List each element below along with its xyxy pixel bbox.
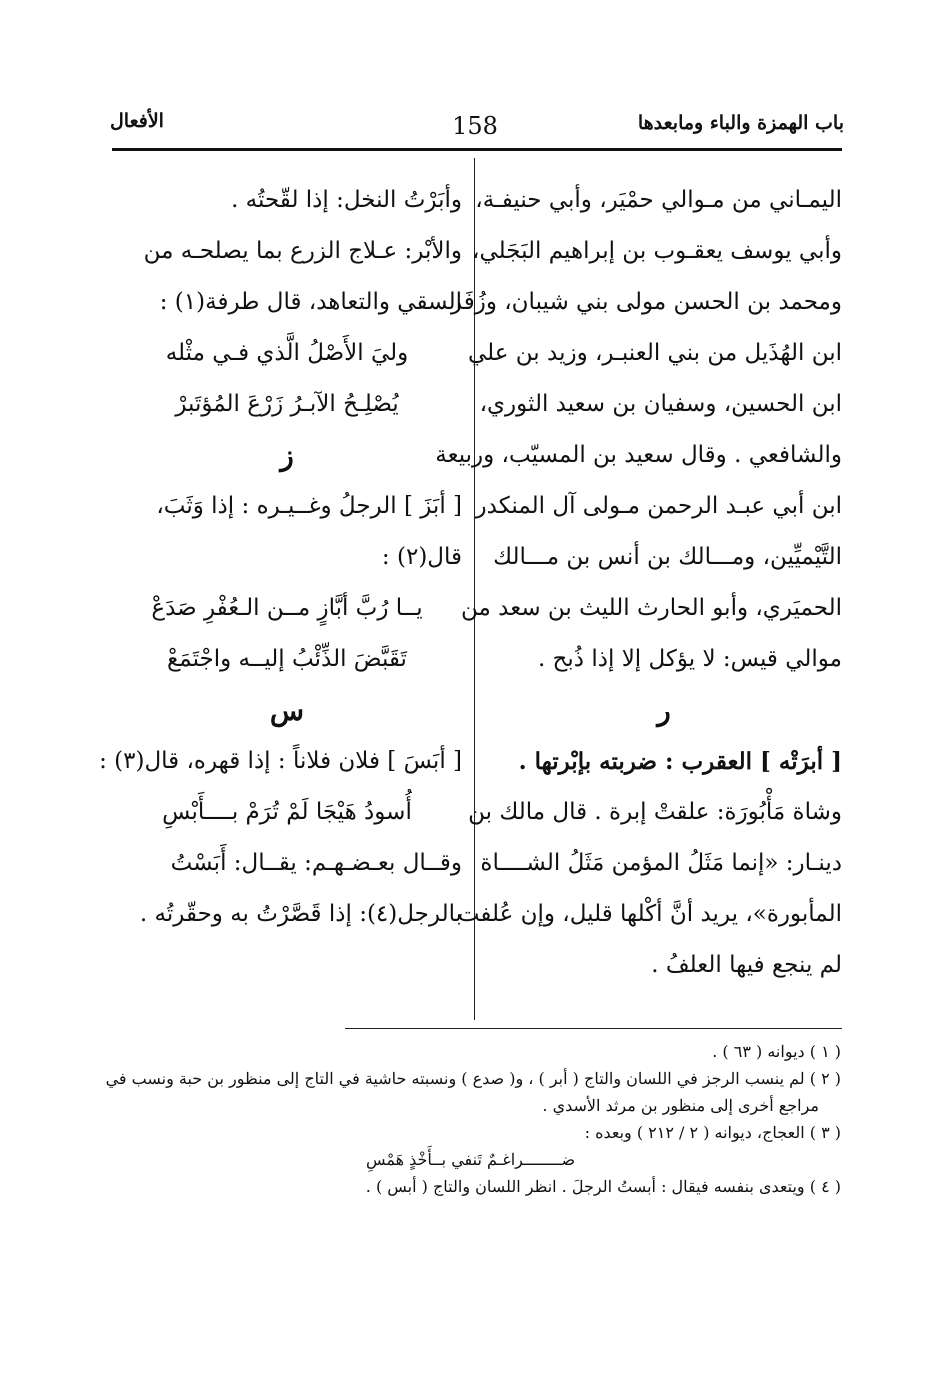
verse-line: أُسودُ هَيْجَا لَمْ تُرَمْ بــــأَبْسِ <box>162 799 412 825</box>
text-line: وأبَرْتُ النخل: إذا لقّحتُه . <box>231 187 462 213</box>
section-letter: ر <box>657 694 671 727</box>
text-line: اليمـاني من مـوالي حمْيَر، وأبي حنيفـة، <box>475 187 842 213</box>
text-line: وقــال بعـضـهـم: يقــال: أَبَسْتُ <box>170 850 462 876</box>
footnote-rule <box>345 1028 842 1029</box>
verse-line: يــا رُبَّ أبَّازٍ مــن الـعُفْرِ صَدَعْ <box>151 595 423 621</box>
text-line: ومحمد بن الحسن مولى بني شيبان، وزُفَر <box>451 289 842 315</box>
entry-heading: [ أبَسَ ] فلان فلاناً : إذا قهره، قال(٣) : <box>99 748 462 774</box>
footnotes <box>100 1038 841 1200</box>
text-line: موالي قيس: لا يؤكل إلا إذا ذُبح . <box>537 646 842 672</box>
section-title: الأفعال <box>110 110 164 132</box>
text-line: المأبورة»، يريد أنَّ أكْلها قليل، وإن عُلفت <box>457 901 842 927</box>
footnote-continuation: مراجع أخرى إلى منظور بن مرثد الأسدي . <box>542 1096 819 1115</box>
text-line: بالرجل(٤): إذا قَصَّرْتُ به وحقّرتُه . <box>139 901 462 927</box>
text-line: ابن أبي عبـد الرحمن مـولى آل المنكدر <box>475 493 842 519</box>
footnote: ( ٤ ) ويتعدى بنفسه فيقال : أبستُ الرجلَ . انظر اللسان والتاج ( أبس ) . <box>365 1177 841 1196</box>
chapter-title: باب الهمزة والباء ومابعدها <box>637 112 844 134</box>
verse-line: يُصْلِـحُ الآبـرُ زَرْعَ المُؤتَبرْ <box>175 391 399 417</box>
entry-heading: [ أبَزَ ] الرجلُ وغــيـره : إذا وَثَبَ، <box>156 493 462 519</box>
text-line: ابن الهُذَيل من بني العنبـر، وزيد بن علي <box>467 340 842 366</box>
verse-line: وليَ الأَصْلُ الَّذي فـي مثْله <box>165 340 409 366</box>
header-rule <box>112 148 842 151</box>
right-column <box>435 175 842 991</box>
text-line: ابن الحسين، وسفيان بن سعيد الثوري، <box>479 391 842 417</box>
section-letter: س <box>269 694 305 727</box>
footnote: ( ١ ) ديوانه ( ٦٣ ) . <box>712 1042 841 1061</box>
footnote: ( ٢ ) لم ينسب الرجز في اللسان والتاج ( أبر ) ، و( صدع ) ونسبته حاشية في التاج إلى منظور بن حبة ونسب في <box>105 1069 841 1088</box>
text-line: وأبي يوسف يعقـوب بن إبراهيم البَجَلي، <box>472 238 842 264</box>
text-line: وشاة مَأْبُورَة: علقتْ إبرة . قال مالك بن <box>468 799 842 825</box>
text-line: دينـار: «إنما مَثَلُ المؤمن مَثَلُ الشــــاة <box>480 850 842 876</box>
text-line: والأبْر: عـلاج الزرع بما يصلحـه من <box>143 238 462 264</box>
text-line: لم ينجع فيها العلفُ . <box>651 952 842 978</box>
left-column <box>99 175 462 940</box>
entry-heading: [ أبرَتْه ] العقرب : ضربته بإبْرتها . <box>518 748 842 775</box>
page-number: 158 <box>452 112 498 140</box>
text-line: الحميَري، وأبو الحارث الليث بن سعد من <box>461 595 842 621</box>
text-line: التَّيْميِّين، ومـــالك بن أنس بن مـــالك <box>493 544 842 570</box>
section-letter: ز <box>280 439 294 472</box>
text-line: السقي والتعاهد، قال طرفة(١) : <box>159 289 462 315</box>
footnote: ( ٣ ) العجاج، ديوانه ( ٢ / ٢١٢ ) وبعده : <box>584 1123 841 1142</box>
verse-line: تَقَبَّضَ الذِّئْبُ إليــه واجْتَمَعْ <box>167 646 407 672</box>
footnote-verse: ضــــــــراغـمٌ تَنفي بــأَخْذٍ هَمْسِ <box>365 1150 576 1169</box>
text-line: قال(٢) : <box>381 544 462 570</box>
text-line: والشافعي . وقال سعيد بن المسيّب، وربيعة <box>435 442 842 468</box>
